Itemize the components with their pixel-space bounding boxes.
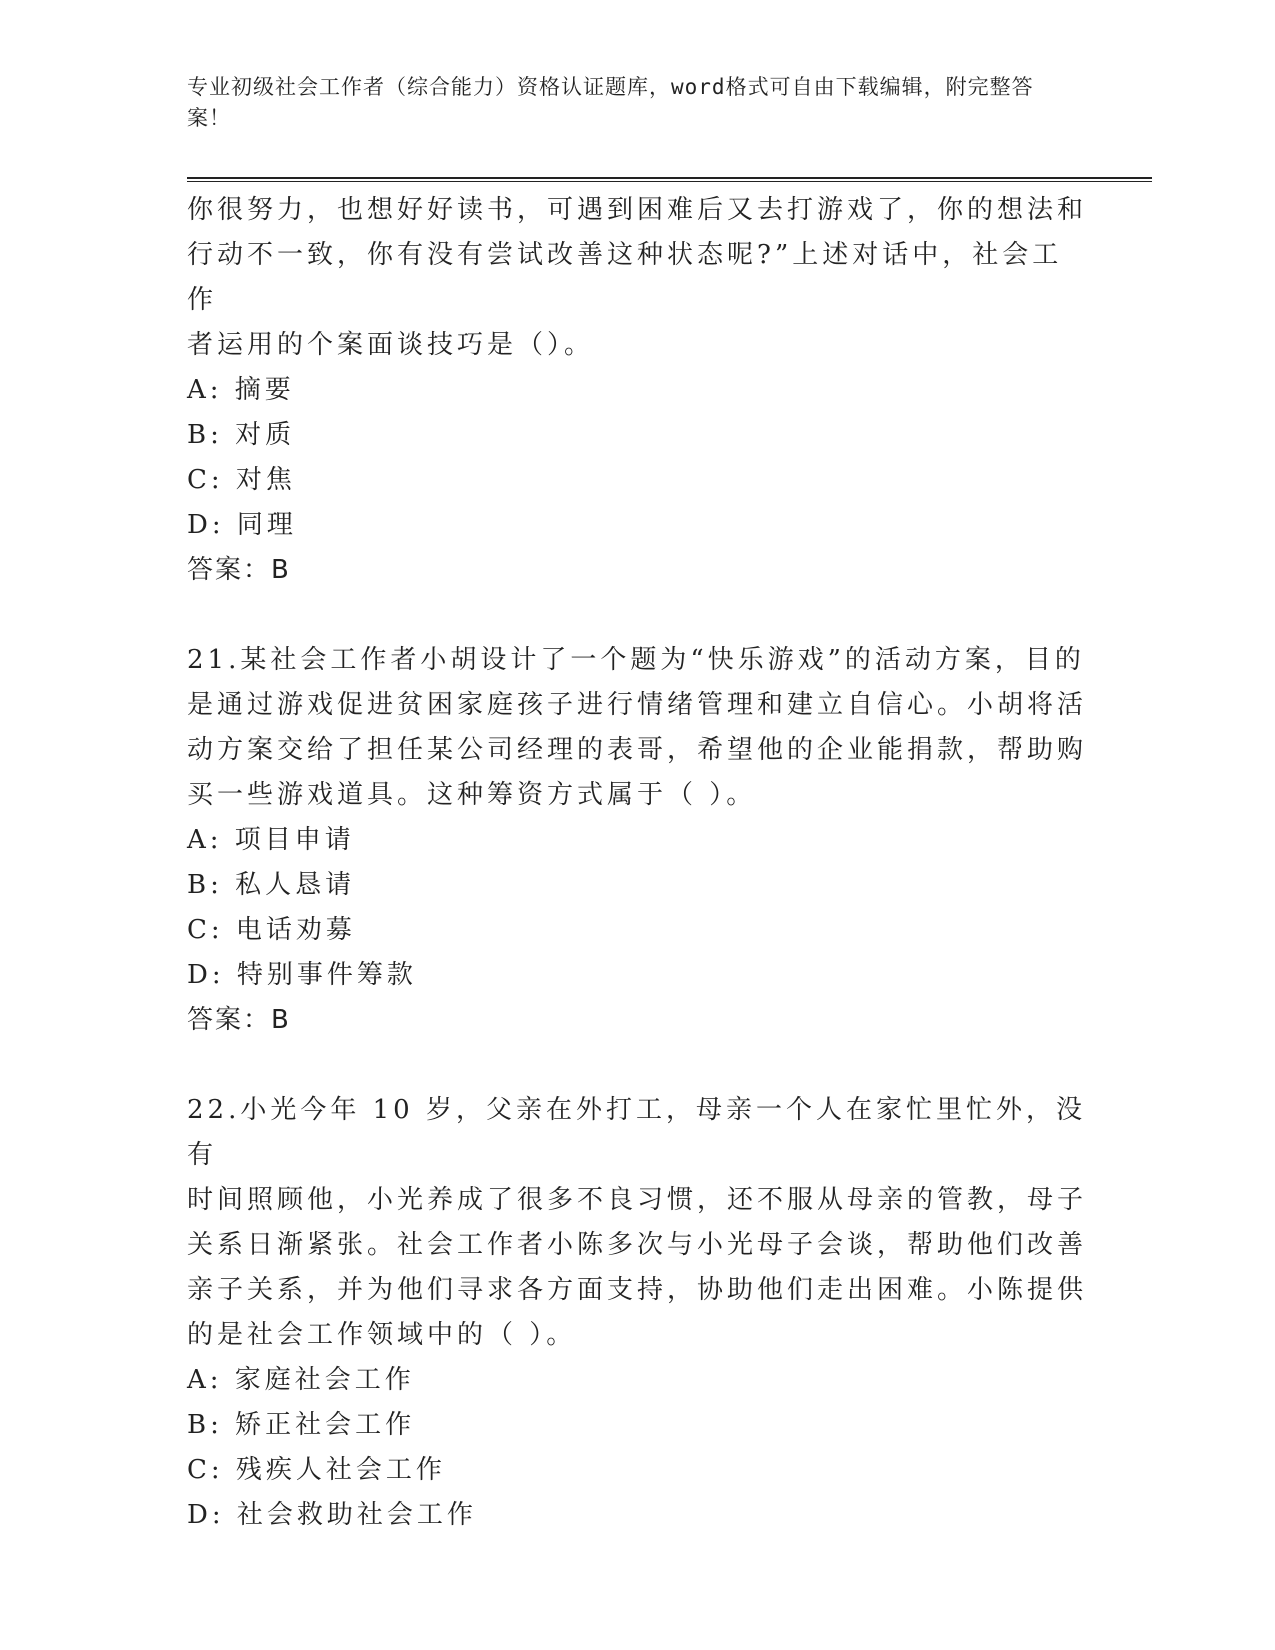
question-text-line: 亲子关系，并为他们寻求各方面支持，协助他们走出困难。小陈提供	[187, 1275, 1088, 1305]
question-text-line: 动方案交给了担任某公司经理的表哥，希望他的企业能捐款，帮助购	[187, 735, 1088, 765]
spacer	[187, 1043, 1087, 1088]
question-text-line: 的是社会工作领域中的（ ）。	[187, 1320, 577, 1350]
document-body	[187, 188, 1087, 1538]
option-c: C: 电话劝募	[187, 915, 356, 945]
option-b: B: 私人恳请	[187, 870, 356, 900]
question-text-line: 买一些游戏道具。这种筹资方式属于（ ）。	[187, 780, 757, 810]
header-divider	[187, 177, 1152, 179]
answer-label: 答案：B	[187, 555, 291, 585]
option-b: B: 对质	[187, 420, 296, 450]
option-d: D: 特别事件筹款	[187, 960, 417, 990]
question-22	[187, 1088, 1087, 1538]
page-header: 专业初级社会工作者（综合能力）资格认证题库，word格式可自由下载编辑，附完整答案！	[187, 75, 1034, 130]
option-a: A: 家庭社会工作	[187, 1365, 415, 1395]
question-text-line: 关系日渐紧张。社会工作者小陈多次与小光母子会谈，帮助他们改善	[187, 1230, 1088, 1260]
option-d: D: 社会救助社会工作	[187, 1500, 477, 1530]
question-text-line: 时间照顾他，小光养成了很多不良习惯，还不服从母亲的管教，母子	[187, 1185, 1088, 1215]
option-c: C: 残疾人社会工作	[187, 1455, 446, 1485]
question-text-line: 行动不一致，你有没有尝试改善这种状态呢?”上述对话中，社会工作	[187, 240, 1063, 315]
header-divider-thin	[187, 181, 1152, 182]
answer-label: 答案：B	[187, 1005, 291, 1035]
question-text-line: 22.小光今年 10 岁，父亲在外打工，母亲一个人在家忙里忙外，没有	[187, 1095, 1086, 1170]
question-text-line: 者运用的个案面谈技巧是（）。	[187, 330, 595, 360]
option-a: A: 摘要	[187, 375, 295, 405]
option-c: C: 对焦	[187, 465, 296, 495]
spacer	[187, 593, 1087, 638]
question-continuation	[187, 188, 1087, 593]
option-a: A: 项目申请	[187, 825, 355, 855]
option-b: B: 矫正社会工作	[187, 1410, 416, 1440]
question-21	[187, 638, 1087, 1043]
question-text-line: 你很努力，也想好好读书，可遇到困难后又去打游戏了，你的想法和	[187, 195, 1088, 225]
question-text-line: 21.某社会工作者小胡设计了一个题为“快乐游戏”的活动方案，目的	[187, 645, 1085, 675]
question-text-line: 是通过游戏促进贫困家庭孩子进行情绪管理和建立自信心。小胡将活	[187, 690, 1088, 720]
option-d: D: 同理	[187, 510, 297, 540]
